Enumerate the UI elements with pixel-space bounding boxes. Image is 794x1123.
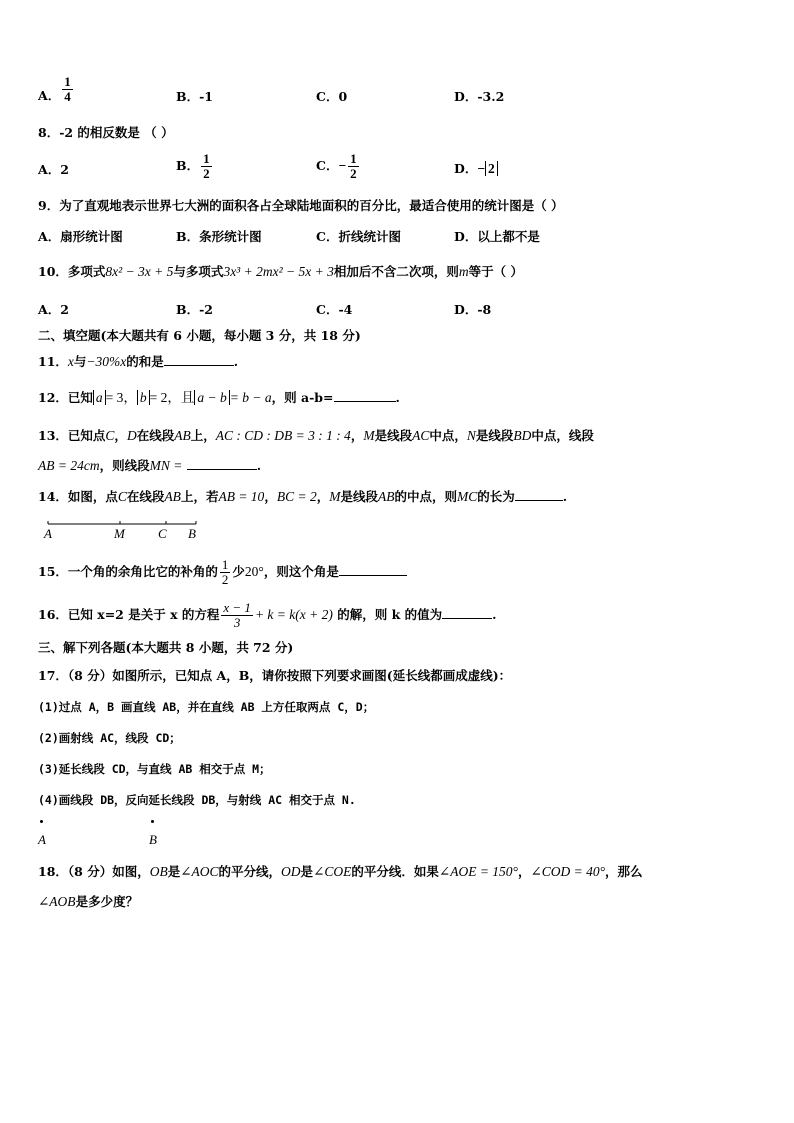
q8-option-c: C．− $\frac{1}{2}$ — [316, 151, 357, 181]
q17-point-b-label: B — [149, 832, 157, 847]
section-2-heading: 二、填空题(本大题共有 6 小题，每小题 3 分，共 18 分) — [38, 328, 361, 343]
q17-point-a — [40, 820, 43, 823]
q15-answer-blank[interactable] — [339, 564, 407, 576]
q18-line2: ∠AOB是多少度？ — [38, 894, 139, 909]
q12: 12．已知 a = 3， b = 2，且 a − b = b − a，则 a-b= . — [38, 390, 400, 405]
q17-point-b — [151, 820, 154, 823]
q14-answer-blank[interactable] — [515, 489, 563, 501]
q8-option-d: D．− 2 — [454, 161, 498, 177]
q8-option-b: B． $\frac{1}{2}$ — [176, 151, 210, 181]
q10-stem: 10．多项式8x² − 3x + 5与多项式3x³ + 2mx² − 5x + 3相加后不含二次项，则m等于（ ） — [38, 264, 523, 279]
q9-option-b: B．条形统计图 — [176, 229, 262, 244]
q17-point-a-label: A — [38, 832, 46, 847]
q14-segment-line — [40, 514, 210, 528]
q9-option-c: C．折线统计图 — [316, 229, 401, 244]
q14-point-b-label: B — [188, 526, 196, 541]
q11: 11．x与−30%x的和是 . — [38, 354, 239, 369]
q9-stem: 9．为了直观地表示世界七大洲的面积各占全球陆地面积的百分比，最适合使用的统计图是（ ） — [38, 198, 564, 213]
q8-stem: 8．-2 的相反数是 （ ） — [38, 125, 174, 140]
q15: 15．一个角的余角比它的补角的 $\frac{1}{2}$ 少20°，则这个角是 — [38, 558, 407, 587]
q14: 14．如图，点C在线段AB上，若AB = 10，BC = 2，M是线段AB的中点，则MC的长为 . — [38, 489, 568, 504]
q8-option-a: A．2 — [38, 162, 69, 177]
q11-answer-blank[interactable] — [164, 354, 234, 366]
q16: 16．已知 x=2 是关于 x 的方程 $\frac{x - 1}{3}$ + k = k(x + 2) 的解，则 k 的值为 . — [38, 600, 497, 630]
q10-option-d: D．-8 — [454, 302, 492, 317]
q17-step-3: (3)延长线段 CD，与直线 AB 相交于点 M； — [38, 762, 271, 776]
q17-step-4: (4)画线段 DB，反向延长线段 DB，与射线 AC 相交于点 N. — [38, 793, 356, 807]
q14-point-m-label: M — [114, 526, 125, 541]
q9-option-a: A．扇形统计图 — [38, 229, 123, 244]
q16-answer-blank[interactable] — [442, 607, 492, 619]
q7-option-c: C．0 — [316, 89, 348, 104]
q17-stem: 17．（8 分）如图所示，已知点 A，B，请你按照下列要求画图(延长线都画成虚线)： — [38, 668, 512, 683]
q13-answer-blank[interactable] — [187, 458, 257, 470]
q14-point-c-label: C — [158, 526, 167, 541]
q9-option-d: D．以上都不是 — [454, 229, 540, 244]
q7-option-a: A． $\frac{1}{4}$ — [38, 74, 71, 104]
q10-option-a: A．2 — [38, 302, 69, 317]
q17-step-1: (1)过点 A，B 画直线 AB，并在直线 AB 上方任取两点 C，D； — [38, 700, 375, 714]
q7-option-d: D．-3.2 — [454, 89, 505, 104]
q14-segment-figure — [40, 514, 210, 544]
q13-line1: 13．已知点C，D在线段AB上，AC : CD : DB = 3 : 1 : 4，M是线段AC中点，N是线段BD中点，线段 — [38, 428, 594, 443]
q17-step-2: (2)画射线 AC，线段 CD； — [38, 731, 181, 745]
q10-option-c: C．-4 — [316, 302, 353, 317]
q10-option-b: B．-2 — [176, 302, 213, 317]
section-3-heading: 三、解下列各题(本大题共 8 小题，共 72 分) — [38, 640, 294, 655]
q14-point-a-label: A — [44, 526, 52, 541]
q12-answer-blank[interactable] — [334, 390, 396, 402]
q18-line1: 18．（8 分）如图，OB是∠AOC的平分线，OD是∠COE的平分线．如果∠AOE = 150°，∠COD = 40°，那么 — [38, 864, 643, 879]
q13-line2: AB = 24cm，则线段MN = . — [38, 458, 262, 473]
q7-option-b: B．-1 — [176, 89, 213, 104]
